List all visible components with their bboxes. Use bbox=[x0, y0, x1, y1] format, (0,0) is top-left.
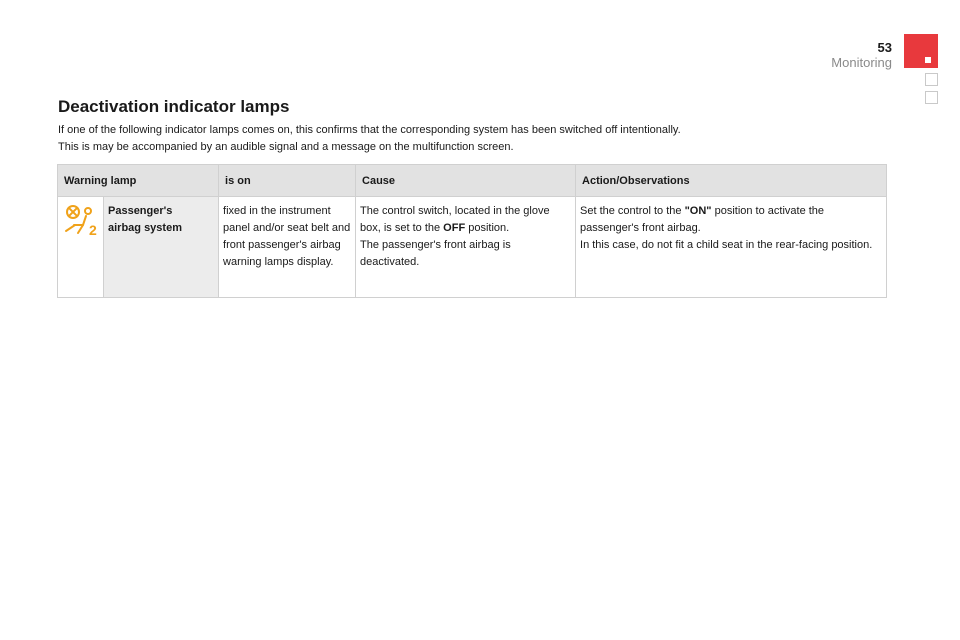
header-action: Action/Observations bbox=[576, 165, 887, 197]
action-text-line-2: In this case, do not fit a child seat in the rear-facing position. bbox=[580, 239, 873, 251]
indicator-table bbox=[57, 164, 887, 298]
svg-text:2: 2 bbox=[89, 222, 97, 238]
table-header-row bbox=[58, 165, 887, 197]
header-is-on: is on bbox=[219, 165, 356, 197]
chapter-tab[interactable] bbox=[925, 73, 938, 86]
intro-line-2: This is may be accompanied by an audible signal and a message on the multifunction screen. bbox=[58, 141, 514, 153]
lamp-name-cell bbox=[104, 197, 219, 298]
header-cause: Cause bbox=[356, 165, 576, 197]
chapter-tab[interactable] bbox=[925, 91, 938, 104]
tab-marker-icon bbox=[925, 57, 931, 63]
chapter-tab-active[interactable] bbox=[904, 34, 938, 68]
table-row bbox=[58, 197, 887, 298]
lamp-name-line-2: airbag system bbox=[108, 222, 182, 234]
cause-text-start: The control switch, located in the glove box, is set to the bbox=[360, 205, 550, 234]
action-text-end: position to activate the passenger's front airbag. bbox=[580, 205, 825, 234]
cause-off-label: OFF bbox=[443, 222, 466, 234]
lamp-name-line-1: Passenger's bbox=[108, 205, 173, 217]
section-title: Deactivation indicator lamps bbox=[58, 97, 290, 116]
page-number: 53 bbox=[877, 40, 892, 55]
lamp-icon-cell bbox=[58, 197, 104, 298]
cause-text-end: position. bbox=[465, 222, 510, 234]
passenger-airbag-off-icon bbox=[62, 203, 102, 239]
intro-line-1: If one of the following indicator lamps comes on, this confirms that the corresponding system has been switched off intentionally. bbox=[58, 124, 681, 136]
action-cell bbox=[576, 197, 887, 298]
action-on-label: "ON" bbox=[684, 205, 712, 217]
section-name: Monitoring bbox=[831, 55, 892, 70]
cause-text-line-2: The passenger's front airbag is deactivated. bbox=[360, 239, 511, 268]
header-warning-lamp: Warning lamp bbox=[58, 165, 219, 197]
action-text-start: Set the control to the bbox=[580, 205, 685, 217]
intro-text bbox=[58, 122, 898, 156]
is-on-cell: fixed in the instrument panel and/or seat belt and front passenger's airbag warning lamps display. bbox=[219, 197, 356, 298]
cause-cell bbox=[356, 197, 576, 298]
